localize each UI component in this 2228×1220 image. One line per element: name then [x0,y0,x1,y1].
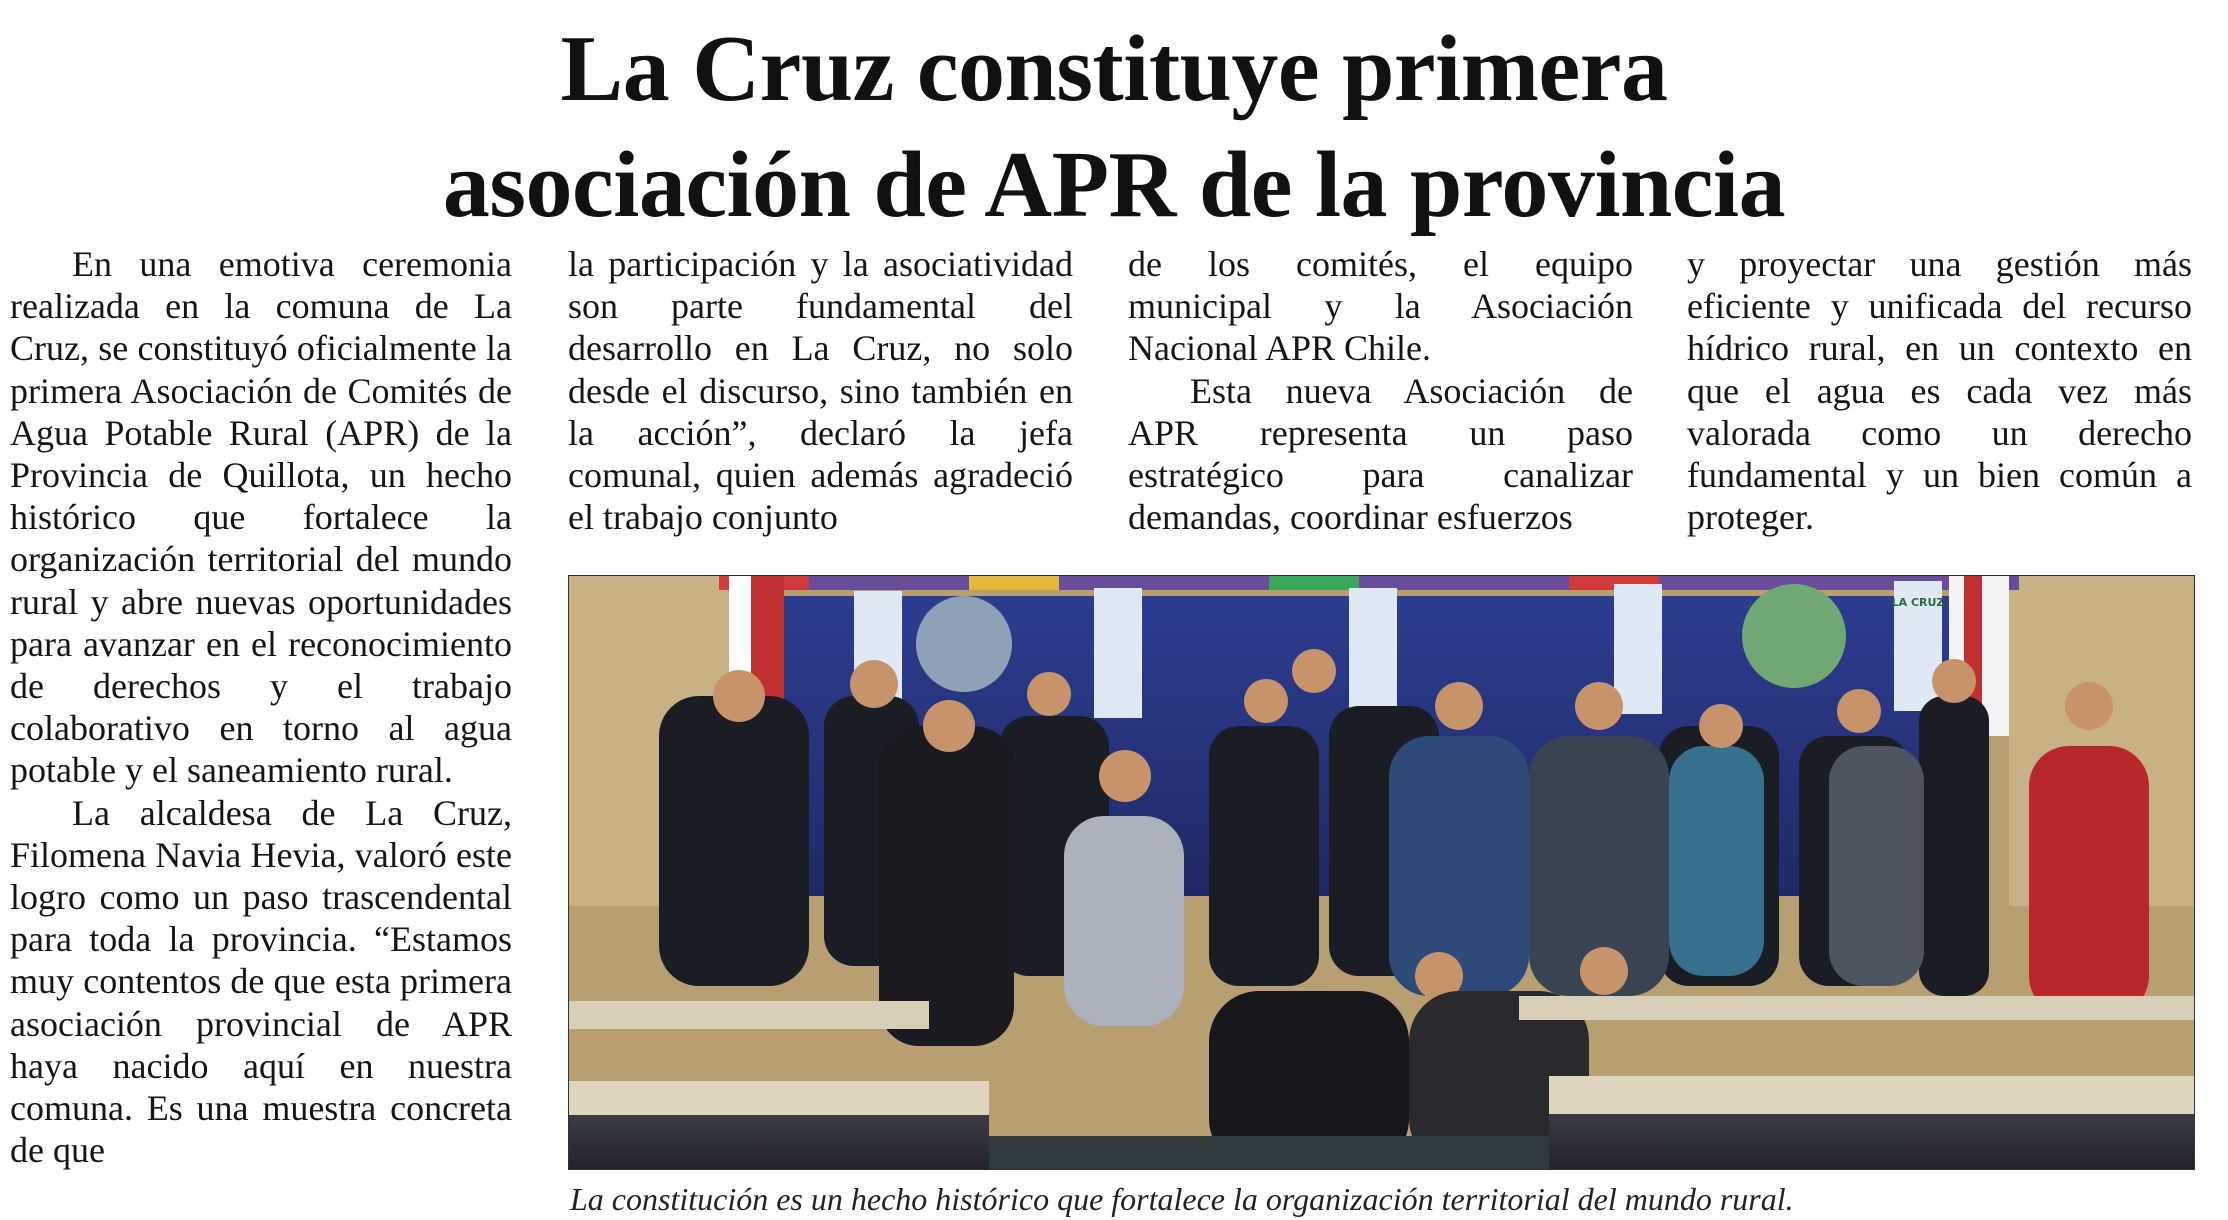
paragraph: y proyectar una gestión más eficiente y unificada del recurso hídrico rural, en un contexto en que el agua es cada vez más valorada como un derecho fundamental y un bien común a proteger. [1687,244,2192,538]
article-column-2 [568,243,1073,538]
banner-label: LA CRUZ [1891,596,1945,609]
paragraph: Esta nueva Asociación de APR representa un paso estratégico para canalizar demandas, coordinar esfuerzos [1128,370,1633,538]
paragraph: En una emotiva ceremonia realizada en la comuna de La Cruz, se constituyó oficialmente la primera Asociación de Comités de Agua Potable Rural (APR) de la Provincia de Quillota, un hecho histórico que fortalece la organización territorial del mundo rural y abre nuevas oportunidades para avanzar en el reconocimiento de derechos y el trabajo colaborativo en torno al agua potable y el saneamiento rural. [10,244,512,791]
photo-caption: La constitución es un hecho histórico que fortalece la organización territorial del mundo rural. [570,1181,1794,1217]
article-column-3 [1128,243,1633,538]
group-photo [568,575,2195,1170]
headline-line-2: asociación de APR de la provincia [442,133,1786,237]
headline-line-1: La Cruz constituye primera [560,17,1668,121]
article-column-1 [10,243,512,1171]
paragraph: La alcaldesa de La Cruz, Filomena Navia Hevia, valoró este logro como un paso trascendental para toda la provincia. “Estamos muy contentos de que esta primera asociación provincial de APR haya nacido aquí en nuestra comuna. Es una muestra concreta de que [10,792,512,1171]
article-column-4 [1687,243,2192,538]
paragraph: la participación y la asociatividad son parte fundamental del desarrollo en La Cruz, no solo desde el discurso, sino también en la acción”, declaró la jefa comunal, quien además agradeció el trabajo conjunto [568,244,1073,538]
paragraph: de los comités, el equipo municipal y la Asociación Nacional APR Chile. [1128,244,1633,369]
